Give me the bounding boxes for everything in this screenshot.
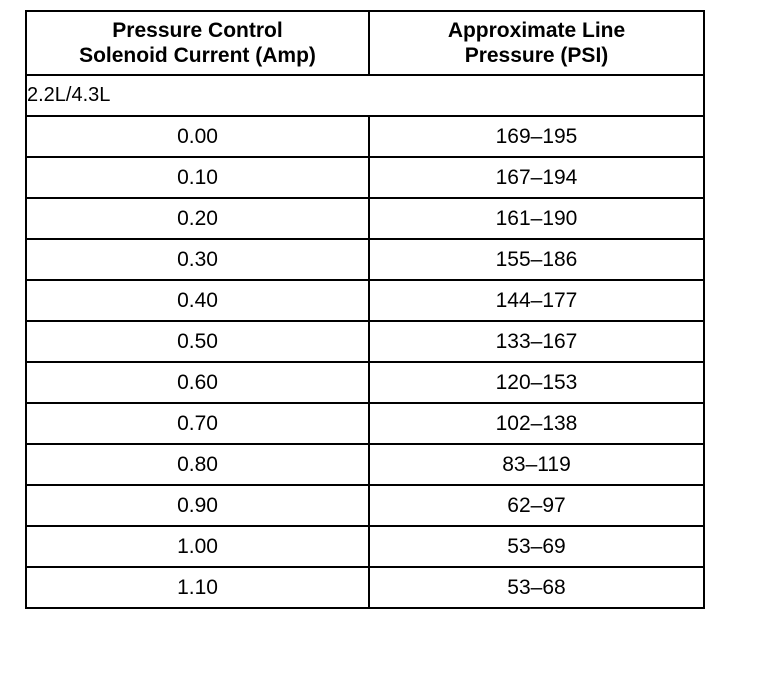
table-row <box>26 362 704 403</box>
header-solenoid-current-line1: Pressure Control <box>112 19 283 42</box>
header-solenoid-current-line2: Solenoid Current (Amp) <box>79 44 316 67</box>
table-row <box>26 239 704 280</box>
solenoid-current-cell: 0.60 <box>26 362 369 403</box>
table-row <box>26 403 704 444</box>
table-row <box>26 157 704 198</box>
table-row <box>26 280 704 321</box>
line-pressure-cell: 102–138 <box>369 403 704 444</box>
solenoid-current-cell: 0.90 <box>26 485 369 526</box>
solenoid-current-cell: 1.10 <box>26 567 369 608</box>
table-row <box>26 526 704 567</box>
line-pressure-cell: 83–119 <box>369 444 704 485</box>
line-pressure-cell: 62–97 <box>369 485 704 526</box>
header-solenoid-current <box>26 11 369 75</box>
solenoid-current-cell: 0.50 <box>26 321 369 362</box>
table-row <box>26 198 704 239</box>
line-pressure-cell: 53–68 <box>369 567 704 608</box>
engine-group-label: 2.2L/4.3L <box>26 75 704 116</box>
table-row <box>26 567 704 608</box>
header-line-pressure <box>369 11 704 75</box>
solenoid-current-cell: 0.80 <box>26 444 369 485</box>
solenoid-current-cell: 0.40 <box>26 280 369 321</box>
header-line-pressure-line1: Approximate Line <box>447 19 626 42</box>
line-pressure-cell: 120–153 <box>369 362 704 403</box>
table-row <box>26 485 704 526</box>
line-pressure-cell: 169–195 <box>369 116 704 157</box>
group-row <box>26 75 704 116</box>
line-pressure-cell: 133–167 <box>369 321 704 362</box>
header-row <box>26 11 704 75</box>
header-line-pressure-line2: Pressure (PSI) <box>464 44 609 67</box>
table-body <box>26 75 704 608</box>
line-pressure-cell: 155–186 <box>369 239 704 280</box>
solenoid-current-cell: 0.20 <box>26 198 369 239</box>
table-row <box>26 116 704 157</box>
table-row <box>26 444 704 485</box>
pressure-spec-table <box>25 10 705 609</box>
solenoid-current-cell: 0.10 <box>26 157 369 198</box>
solenoid-current-cell: 0.30 <box>26 239 369 280</box>
line-pressure-cell: 161–190 <box>369 198 704 239</box>
table-row <box>26 321 704 362</box>
line-pressure-cell: 53–69 <box>369 526 704 567</box>
solenoid-current-cell: 1.00 <box>26 526 369 567</box>
line-pressure-cell: 167–194 <box>369 157 704 198</box>
solenoid-current-cell: 0.00 <box>26 116 369 157</box>
solenoid-current-cell: 0.70 <box>26 403 369 444</box>
line-pressure-cell: 144–177 <box>369 280 704 321</box>
